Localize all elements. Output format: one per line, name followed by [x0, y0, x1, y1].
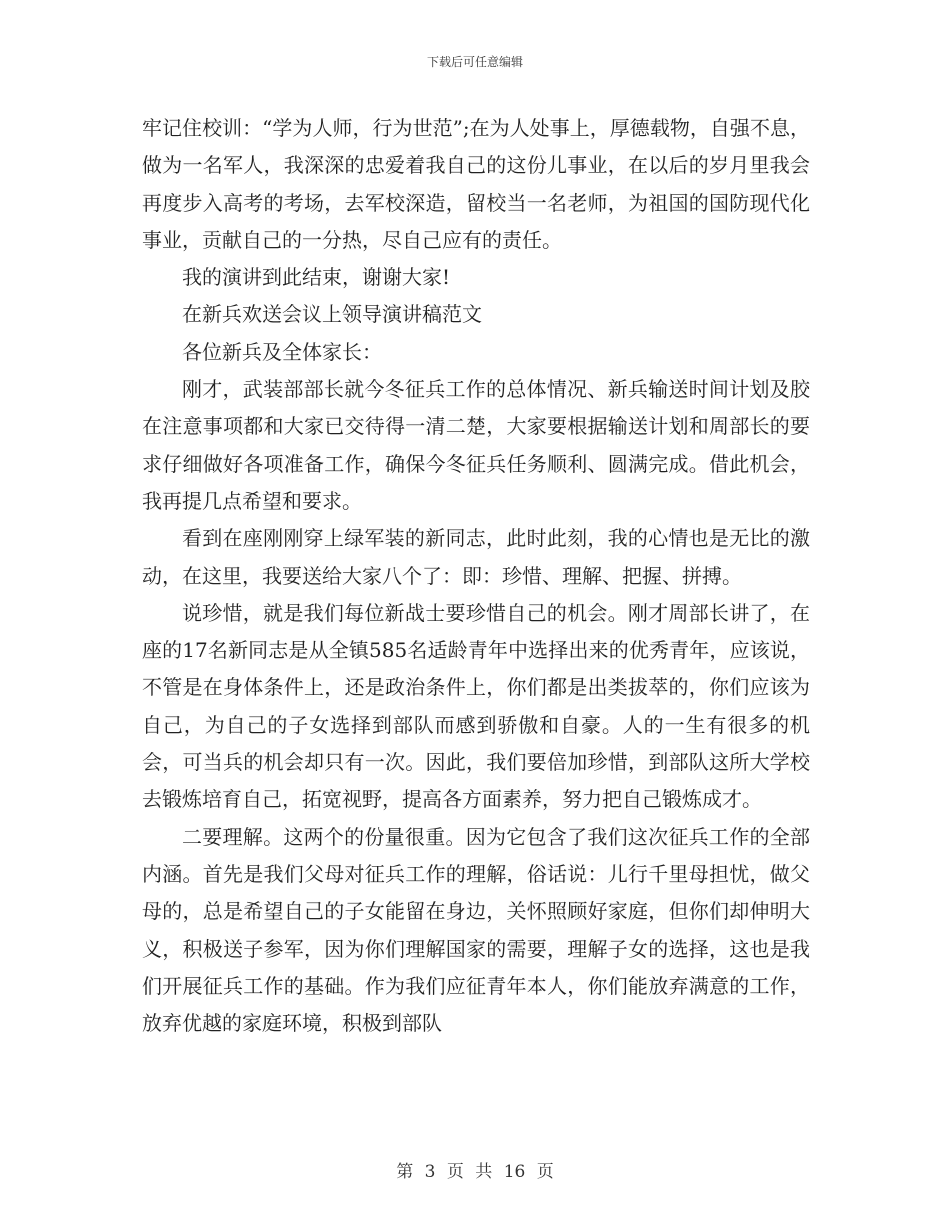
paragraph: 说珍惜，就是我们每位新战士要珍惜自己的机会。刚才周部长讲了，在座的17名新同志是从全镇585名适龄青年中选择出来的优秀青年，应该说，不管是在身体条件上，还是政治条件上，你们都是出类拔萃的，你们应该为自己，为自己的子女选择到部队而感到骄傲和自豪。人的一生有很多的机会，可当兵的机会却只有一次。因此，我们要倍加珍惜，到部队这所大学校去锻炼培育自己，拓宽视野，提高各方面素养，努力把自己锻炼成才。: [142, 600, 810, 812]
paragraph: 刚才，武装部部长就今冬征兵工作的总体情况、新兵输送时间计划及胶在注意事项都和大家已交待得一清二楚，大家要根据输送计划和周部长的要求仔细做好各项准备工作，确保今冬征兵任务顺利、圆满完成。借此机会，我再提几点希望和要求。: [142, 377, 810, 513]
paragraph: 二要理解。这两个的份量很重。因为它包含了我们这次征兵工作的全部内涵。首先是我们父母对征兵工作的理解，俗话说：儿行千里母担忧，做父母的，总是希望自己的子女能留在身边，关怀照顾好家庭，但你们却伸明大义，积极送子参军，因为你们理解国家的需要，理解子女的选择，这也是我们开展征兵工作的基础。作为我们应征青年本人，你们能放弃满意的工作，放弃优越的家庭环境，积极到部队: [142, 824, 810, 1036]
paragraph: 各位新兵及全体家长：: [182, 339, 382, 364]
paragraph: 牢记住校训：“学为人师，行为世范”;在为人处事上，厚德载物，自强不息，做为一名军人，我深深的忠爱着我自己的这份儿事业，在以后的岁月里我会再度步入高考的考场，去军校深造，留校当一名老师，为祖国的国防现代化事业，贡献自己的一分热，尽自己应有的责任。: [142, 116, 810, 252]
page-number: 第 3 页 共 16 页: [396, 1162, 554, 1182]
page-header: 下载后可任意编辑: [426, 55, 523, 69]
document-body: [142, 110, 810, 1042]
paragraph: 在新兵欢送会议上领导演讲稿范文: [182, 302, 482, 327]
paragraph: 我的演讲到此结束，谢谢大家!: [182, 265, 451, 290]
paragraph: 看到在座刚刚穿上绿军装的新同志，此时此刻，我的心情也是无比的激动，在这里，我要送给大家八个了：即：珍惜、理解、把握、拼搏。: [142, 526, 810, 588]
